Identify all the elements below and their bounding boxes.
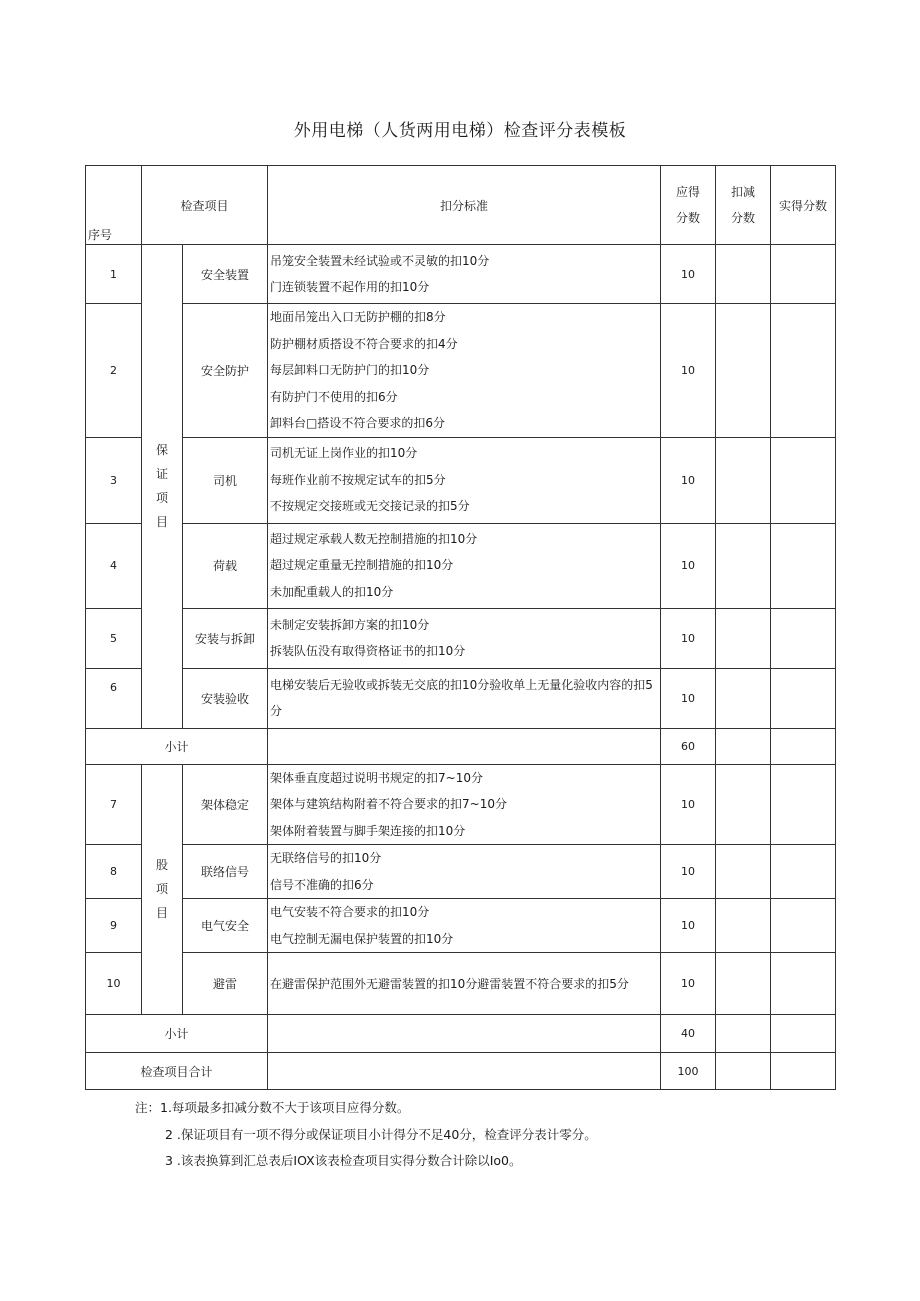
group-char: 项 bbox=[155, 882, 168, 897]
row-criteria bbox=[268, 845, 661, 899]
row-actual-cell[interactable] bbox=[771, 245, 836, 304]
table-row bbox=[86, 953, 836, 1015]
criteria-line: 信号不准确的扣6分 bbox=[270, 877, 374, 892]
note-1: 注：1.每项最多扣减分数不大于该项目应得分数。 bbox=[135, 1100, 410, 1115]
table-row bbox=[86, 764, 836, 845]
notes bbox=[135, 1095, 597, 1175]
row-seq: 10 bbox=[86, 953, 142, 1015]
table-row bbox=[86, 245, 836, 304]
subtotal-label: 小计 bbox=[86, 728, 268, 764]
score-table bbox=[85, 165, 836, 1090]
row-item: 安装验收 bbox=[183, 668, 268, 728]
row-actual-cell[interactable] bbox=[771, 608, 836, 668]
row-deduct-cell[interactable] bbox=[716, 953, 771, 1015]
criteria-line: 电梯安装后无验收或拆装无交底的扣10分验收单上无量化验收内容的扣5分 bbox=[270, 678, 653, 718]
row-due: 10 bbox=[661, 764, 716, 845]
row-item: 司机 bbox=[183, 437, 268, 523]
criteria-line: 司机无证上岗作业的扣10分 bbox=[270, 446, 418, 461]
group-char: 目 bbox=[155, 515, 168, 530]
criteria-line: 未制定安装拆卸方案的扣10分 bbox=[270, 617, 430, 632]
header-actual: 实得分数 bbox=[771, 166, 836, 245]
table-row bbox=[86, 304, 836, 438]
row-actual-cell[interactable] bbox=[771, 668, 836, 728]
table-row bbox=[86, 845, 836, 899]
total-deduct-cell[interactable] bbox=[716, 1053, 771, 1090]
row-due: 10 bbox=[661, 523, 716, 608]
row-seq: 6 bbox=[86, 668, 142, 728]
group-char: 证 bbox=[155, 467, 168, 482]
row-item: 安装与拆卸 bbox=[183, 608, 268, 668]
criteria-line: 拆装队伍没有取得资格证书的扣10分 bbox=[270, 644, 466, 658]
row-criteria bbox=[268, 523, 661, 608]
criteria-line: 每层卸料口无防护门的扣10分 bbox=[270, 363, 430, 377]
group-char: 目 bbox=[155, 906, 168, 921]
row-due: 10 bbox=[661, 437, 716, 523]
row-actual-cell[interactable] bbox=[771, 437, 836, 523]
criteria-line: 超过规定重量无控制措施的扣10分 bbox=[270, 558, 454, 573]
subtotal-actual-cell[interactable] bbox=[771, 728, 836, 764]
page-title: 外用电梯（人货两用电梯）检查评分表模板 bbox=[293, 121, 627, 141]
row-due: 10 bbox=[661, 953, 716, 1015]
row-criteria bbox=[268, 953, 661, 1015]
table-row bbox=[86, 523, 836, 608]
group-char: 项 bbox=[155, 491, 168, 506]
total-row bbox=[86, 1053, 836, 1090]
row-seq: 2 bbox=[86, 304, 142, 438]
table-row bbox=[86, 899, 836, 953]
criteria-line: 有防护门不使用的扣6分 bbox=[270, 389, 398, 404]
table-row bbox=[86, 668, 836, 728]
row-item: 电气安全 bbox=[183, 899, 268, 953]
header-deduct bbox=[716, 166, 771, 245]
row-deduct-cell[interactable] bbox=[716, 523, 771, 608]
table-row bbox=[86, 608, 836, 668]
row-item: 避雷 bbox=[183, 953, 268, 1015]
total-criteria-cell bbox=[268, 1053, 661, 1090]
row-criteria bbox=[268, 764, 661, 845]
criteria-line: 电气控制无漏电保护装置的扣10分 bbox=[270, 931, 454, 946]
total-due: 100 bbox=[661, 1053, 716, 1090]
row-deduct-cell[interactable] bbox=[716, 668, 771, 728]
subtotal-deduct-cell[interactable] bbox=[716, 728, 771, 764]
row-actual-cell[interactable] bbox=[771, 899, 836, 953]
row-actual-cell[interactable] bbox=[771, 764, 836, 845]
row-seq: 4 bbox=[86, 523, 142, 608]
subtotal-due: 40 bbox=[661, 1015, 716, 1053]
group-guarantee bbox=[142, 245, 183, 729]
row-seq: 8 bbox=[86, 845, 142, 899]
total-label: 检查项目合计 bbox=[86, 1053, 268, 1090]
subtotal-row bbox=[86, 728, 836, 764]
subtotal-row bbox=[86, 1015, 836, 1053]
header-due-line2: 分数 bbox=[676, 211, 701, 225]
row-seq: 3 bbox=[86, 437, 142, 523]
row-seq: 7 bbox=[86, 764, 142, 845]
criteria-line: 防护棚材质搭设不符合要求的扣4分 bbox=[270, 336, 458, 351]
criteria-line: 不按规定交接班或无交接记录的扣5分 bbox=[270, 499, 470, 514]
header-due bbox=[661, 166, 716, 245]
criteria-line: 在避雷保护范围外无避雷装置的扣10分避雷装置不符合要求的扣5分 bbox=[270, 976, 629, 991]
row-actual-cell[interactable] bbox=[771, 845, 836, 899]
table-row bbox=[86, 437, 836, 523]
row-criteria bbox=[268, 668, 661, 728]
row-item: 架体稳定 bbox=[183, 764, 268, 845]
row-item: 安全装置 bbox=[183, 245, 268, 304]
row-seq: 9 bbox=[86, 899, 142, 953]
group-char: 保 bbox=[155, 443, 168, 458]
subtotal-criteria-cell bbox=[268, 728, 661, 764]
group-char: 股 bbox=[155, 858, 168, 873]
row-deduct-cell[interactable] bbox=[716, 764, 771, 845]
criteria-line: 架体附着装置与脚手架连接的扣10分 bbox=[270, 823, 466, 838]
header-due-line1: 应得 bbox=[676, 185, 701, 199]
row-due: 10 bbox=[661, 668, 716, 728]
header-row bbox=[86, 166, 836, 245]
row-criteria bbox=[268, 899, 661, 953]
criteria-line: 卸料台□搭设不符合要求的扣6分 bbox=[270, 416, 445, 430]
row-deduct-cell[interactable] bbox=[716, 845, 771, 899]
criteria-line: 未加配重载人的扣10分 bbox=[270, 584, 394, 599]
row-due: 10 bbox=[661, 304, 716, 438]
row-criteria bbox=[268, 437, 661, 523]
criteria-line: 吊笼安全装置未经试验或不灵敏的扣10分 bbox=[270, 253, 490, 268]
subtotal-criteria-cell bbox=[268, 1015, 661, 1053]
row-actual-cell[interactable] bbox=[771, 953, 836, 1015]
header-deduct-line1: 扣减 bbox=[731, 185, 756, 199]
row-criteria bbox=[268, 608, 661, 668]
note-3: 3 .该表换算到汇总表后IOX该表检查项目实得分数合计除以Io0。 bbox=[165, 1153, 522, 1168]
subtotal-actual-cell[interactable] bbox=[771, 1015, 836, 1053]
criteria-line: 超过规定承载人数无控制措施的扣10分 bbox=[270, 531, 478, 546]
row-due: 10 bbox=[661, 899, 716, 953]
row-seq: 5 bbox=[86, 608, 142, 668]
group-general bbox=[142, 764, 183, 1015]
row-actual-cell[interactable] bbox=[771, 304, 836, 438]
row-item: 荷载 bbox=[183, 523, 268, 608]
subtotal-deduct-cell[interactable] bbox=[716, 1015, 771, 1053]
row-criteria bbox=[268, 245, 661, 304]
subtotal-due: 60 bbox=[661, 728, 716, 764]
criteria-line: 电气安装不符合要求的扣10分 bbox=[270, 905, 430, 919]
criteria-line: 门连锁装置不起作用的扣10分 bbox=[270, 280, 430, 294]
header-item: 检查项目 bbox=[142, 166, 268, 245]
row-deduct-cell[interactable] bbox=[716, 245, 771, 304]
criteria-line: 每班作业前不按规定试车的扣5分 bbox=[270, 472, 446, 487]
row-deduct-cell[interactable] bbox=[716, 437, 771, 523]
row-item: 安全防护 bbox=[183, 304, 268, 438]
header-seq: 序号 bbox=[86, 166, 142, 245]
header-criteria: 扣分标准 bbox=[268, 166, 661, 245]
row-deduct-cell[interactable] bbox=[716, 899, 771, 953]
subtotal-label: 小计 bbox=[86, 1015, 268, 1053]
criteria-line: 架体垂直度超过说明书规定的扣7~10分 bbox=[270, 770, 483, 785]
row-item: 联络信号 bbox=[183, 845, 268, 899]
row-deduct-cell[interactable] bbox=[716, 304, 771, 438]
row-due: 10 bbox=[661, 245, 716, 304]
criteria-line: 地面吊笼出入口无防护棚的扣8分 bbox=[270, 310, 446, 324]
row-seq: 1 bbox=[86, 245, 142, 304]
row-deduct-cell[interactable] bbox=[716, 608, 771, 668]
criteria-line: 架体与建筑结构附着不符合要求的扣7~10分 bbox=[270, 797, 507, 811]
row-criteria bbox=[268, 304, 661, 438]
row-actual-cell[interactable] bbox=[771, 523, 836, 608]
row-due: 10 bbox=[661, 845, 716, 899]
criteria-line: 无联络信号的扣10分 bbox=[270, 851, 382, 865]
total-actual-cell[interactable] bbox=[771, 1053, 836, 1090]
row-due: 10 bbox=[661, 608, 716, 668]
header-deduct-line2: 分数 bbox=[731, 211, 756, 225]
note-2: 2 .保证项目有一项不得分或保证项目小计得分不足40分，检查评分表计零分。 bbox=[165, 1126, 597, 1142]
